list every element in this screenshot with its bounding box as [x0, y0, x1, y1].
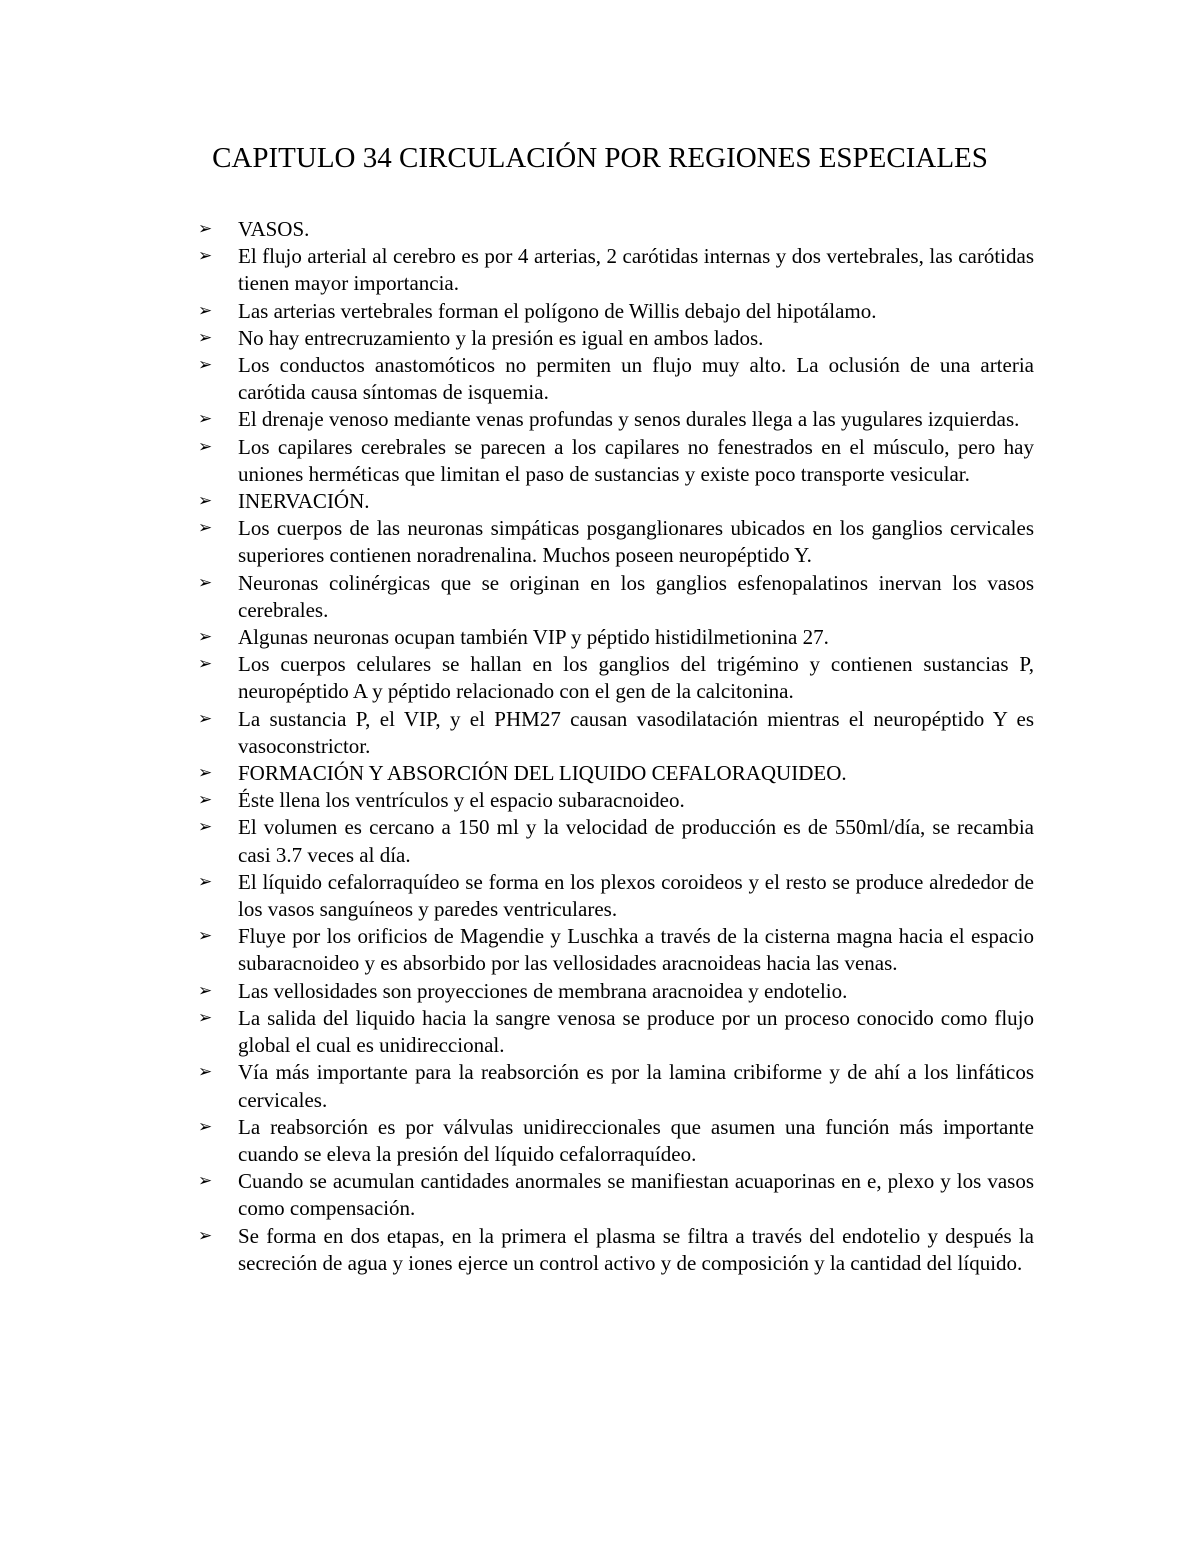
list-item: [198, 216, 1034, 243]
list-item-text: La sustancia P, el VIP, y el PHM27 causan vasodilatación mientras el neuropéptido Y es vasoconstrictor.: [238, 706, 1034, 758]
list-item-text: Vía más importante para la reabsorción es por la lamina cribiforme y de ahí a los linfáticos cervicales.: [238, 1060, 1034, 1112]
arrowhead-bullet-icon: ➢: [198, 980, 213, 1001]
list-item: [198, 1005, 1034, 1059]
list-item: [198, 1168, 1034, 1222]
list-item-text: Fluye por los orificios de Magendie y Luschka a través de la cisterna magna hacia el espacio subaracnoideo y es absorbido por las vellosidades aracnoideas hacia las venas.: [238, 924, 1034, 976]
list-item: [198, 814, 1034, 868]
list-item-text: VASOS.: [238, 217, 310, 241]
list-item: [198, 298, 1034, 325]
list-item-text: Se forma en dos etapas, en la primera el plasma se filtra a través del endotelio y después la secreción de agua y iones ejerce un control activo y de composición y la cantidad del líquido.: [238, 1223, 1034, 1275]
arrowhead-bullet-icon: ➢: [198, 409, 213, 430]
list-item-text: El líquido cefalorraquídeo se forma en los plexos coroideos y el resto se produce alrededor de los vasos sanguíneos y paredes ventriculares.: [238, 869, 1034, 922]
arrowhead-bullet-icon: ➢: [198, 327, 213, 348]
arrowhead-bullet-icon: ➢: [198, 1116, 213, 1137]
list-item-text: Las arterias vertebrales forman el polígono de Willis debajo del hipotálamo.: [238, 298, 877, 323]
arrowhead-bullet-icon: ➢: [198, 572, 213, 593]
list-item: [198, 434, 1034, 488]
list-item-text: Los cuerpos celulares se hallan en los ganglios del trigémino y contienen sustancias P, neuropéptido A y péptido relacionado con el gen de la calcitonina.: [238, 652, 1034, 704]
arrowhead-bullet-icon: ➢: [198, 1007, 213, 1028]
list-item: [198, 869, 1034, 923]
arrowhead-bullet-icon: ➢: [198, 708, 213, 729]
list-item-text: Los capilares cerebrales se parecen a los capilares no fenestrados en el músculo, pero hay uniones herméticas que limitan el paso de sustancias y existe poco transporte vesicular.: [238, 434, 1034, 486]
list-item-text: INERVACIÓN.: [238, 489, 370, 514]
arrowhead-bullet-icon: ➢: [198, 790, 213, 811]
list-item: [198, 515, 1034, 569]
list-item-text: Las vellosidades son proyecciones de membrana aracnoidea y endotelio.: [238, 978, 848, 1003]
arrowhead-bullet-icon: ➢: [198, 1171, 213, 1192]
list-item-text: El flujo arterial al cerebro es por 4 arterias, 2 carótidas internas y dos vertebrales, las carótidas tienen mayor importancia.: [238, 244, 1034, 296]
arrowhead-bullet-icon: ➢: [198, 436, 213, 457]
list-item-text: El drenaje venoso mediante venas profundas y senos durales llega a las yugulares izquierdas.: [238, 407, 1020, 432]
list-item: [198, 1059, 1034, 1113]
arrowhead-bullet-icon: ➢: [198, 355, 213, 376]
arrowhead-bullet-icon: ➢: [198, 1225, 213, 1246]
list-item: [198, 923, 1034, 977]
arrowhead-bullet-icon: ➢: [198, 219, 213, 239]
list-item-text: Neuronas colinérgicas que se originan en los ganglios esfenopalatinos inervan los vasos cerebrales.: [238, 570, 1034, 622]
list-item-text: La reabsorción es por válvulas unidireccionales que asumen una función más importante cuando se eleva la presión del líquido cefalorraquídeo.: [238, 1114, 1034, 1166]
list-item-text: Éste llena los ventrículos y el espacio subaracnoideo.: [238, 788, 685, 813]
arrowhead-bullet-icon: ➢: [198, 246, 213, 267]
arrowhead-bullet-icon: ➢: [198, 627, 213, 648]
list-item: [198, 651, 1034, 705]
bullet-list: [198, 216, 1034, 1277]
list-item: [198, 406, 1034, 433]
arrowhead-bullet-icon: ➢: [198, 300, 213, 321]
list-item: [198, 787, 1034, 814]
list-item: [198, 760, 1034, 787]
list-item: [198, 624, 1034, 651]
list-item-text: No hay entrecruzamiento y la presión es igual en ambos lados.: [238, 325, 764, 350]
arrowhead-bullet-icon: ➢: [198, 871, 213, 892]
list-item: [198, 570, 1034, 624]
arrowhead-bullet-icon: ➢: [198, 491, 213, 512]
list-item-text: FORMACIÓN Y ABSORCIÓN DEL LIQUIDO CEFALORAQUIDEO.: [238, 761, 847, 786]
list-item: [198, 488, 1034, 515]
list-item-text: El volumen es cercano a 150 ml y la velocidad de producción es de 550ml/día, se recambia casi 3.7 veces al día.: [238, 815, 1034, 867]
arrowhead-bullet-icon: ➢: [198, 817, 213, 838]
list-item-text: Los cuerpos de las neuronas simpáticas posganglionares ubicados en los ganglios cervicales superiores contienen noradrenalina. Muchos poseen neuropéptido Y.: [238, 516, 1034, 568]
list-item: [198, 1114, 1034, 1168]
list-item: [198, 352, 1034, 406]
list-item-text: Los conductos anastomóticos no permiten un flujo muy alto. La oclusión de una arteria carótida causa síntomas de isquemia.: [238, 353, 1034, 405]
list-item-text: Algunas neuronas ocupan también VIP y péptido histidilmetionina 27.: [238, 625, 829, 650]
arrowhead-bullet-icon: ➢: [198, 1062, 213, 1083]
list-item-text: Cuando se acumulan cantidades anormales se manifiestan acuaporinas en e, plexo y los vasos como compensación.: [238, 1169, 1034, 1221]
list-item-text: La salida del liquido hacia la sangre venosa se produce por un proceso conocido como flujo global el cual es unidireccional.: [238, 1005, 1034, 1058]
arrowhead-bullet-icon: ➢: [198, 763, 213, 784]
page-title: CAPITULO 34 CIRCULACIÓN POR REGIONES ESPECIALES: [212, 142, 988, 174]
list-item: [198, 325, 1034, 352]
arrowhead-bullet-icon: ➢: [198, 518, 213, 539]
list-item: [198, 1223, 1034, 1277]
arrowhead-bullet-icon: ➢: [198, 926, 213, 947]
list-item: [198, 243, 1034, 297]
list-item: [198, 978, 1034, 1005]
list-item: [198, 706, 1034, 760]
arrowhead-bullet-icon: ➢: [198, 654, 213, 675]
